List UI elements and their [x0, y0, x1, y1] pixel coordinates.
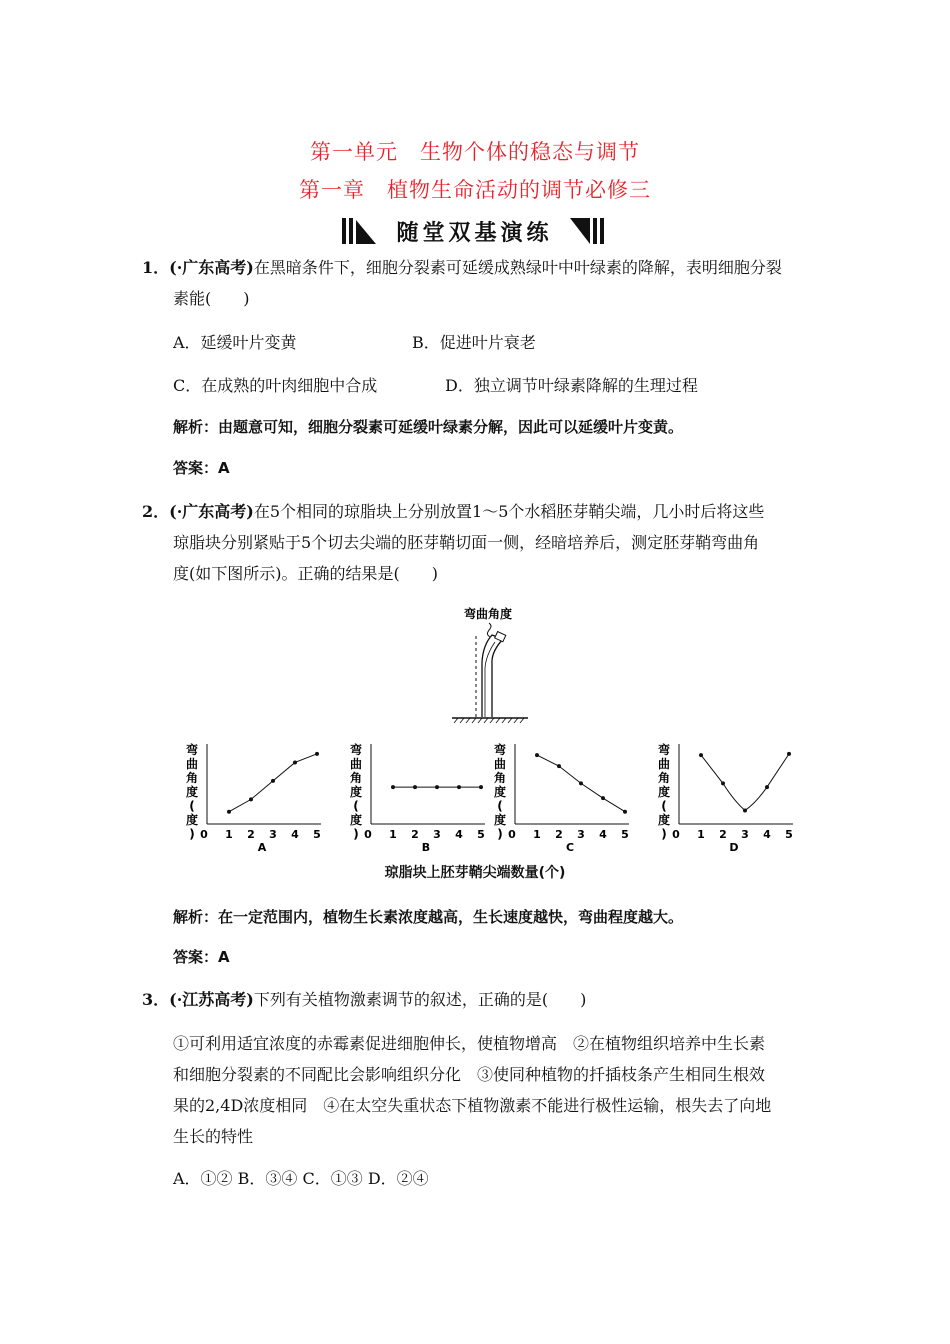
- y-axis-label-char: 曲: [185, 757, 199, 771]
- x-tick-label: 0: [672, 828, 680, 841]
- y-axis-label-char: 曲: [349, 757, 363, 771]
- q2-line3: 度(如下图所示)。正确的结果是( ): [173, 564, 438, 583]
- data-point: [721, 781, 725, 785]
- q2-text: 在5个相同的琼脂块上分别放置1～5个水稻胚芽鞘尖端，几小时后将这些: [253, 502, 765, 521]
- q3-number: 3．: [142, 990, 170, 1009]
- q3-source: (·江苏高考): [169, 990, 254, 1009]
- y-axis-label-char: 度: [185, 813, 199, 827]
- data-point: [623, 810, 627, 814]
- data-point: [435, 785, 439, 789]
- y-axis-label-char: 度: [657, 785, 671, 799]
- x-tick-label: 3: [269, 828, 277, 841]
- y-axis-label-char: 度: [349, 785, 363, 799]
- x-tick-label: 4: [455, 828, 463, 841]
- y-axis-label-char: 角: [493, 771, 507, 785]
- x-tick-label: 5: [621, 828, 629, 841]
- q3-options: A．①② B．③④ C．①③ D．②④: [173, 1169, 429, 1188]
- agar-block: [495, 632, 506, 642]
- answer-charts: [180, 736, 800, 856]
- x-tick-label: 3: [741, 828, 749, 841]
- q2-number: 2．: [142, 502, 170, 521]
- y-axis-label-char: 弯: [493, 743, 507, 757]
- y-axis-label-char: ): [189, 827, 195, 841]
- x-tick-label: 5: [477, 828, 485, 841]
- x-tick-label: 2: [247, 828, 255, 841]
- x-tick-label: 3: [577, 828, 585, 841]
- q1-number: 1．: [142, 258, 170, 277]
- q1-answer: 答案：A: [173, 459, 230, 477]
- section-banner: [338, 214, 608, 248]
- banner-title: 随堂双基演练: [396, 221, 553, 246]
- data-point: [699, 753, 703, 757]
- y-axis-label-char: 弯: [657, 743, 671, 757]
- angle-pointer: [487, 623, 491, 637]
- q1-line1: [142, 253, 822, 283]
- chart-c: [494, 742, 629, 854]
- data-point: [457, 785, 461, 789]
- y-axis-label-char: (: [189, 799, 195, 813]
- coleoptile-figure: [440, 600, 540, 728]
- chart-label: A: [257, 841, 267, 854]
- q2-line2: 琼脂块分别紧贴于5个切去尖端的胚芽鞘切面一侧，经暗培养后，测定胚芽鞘弯曲角: [173, 533, 760, 552]
- y-axis-label-char: 曲: [657, 757, 671, 771]
- q2-line1: [142, 497, 822, 527]
- chart-d: [658, 742, 793, 854]
- y-axis-label-char: 度: [493, 813, 507, 827]
- data-point: [479, 785, 483, 789]
- x-tick-label: 0: [200, 828, 208, 841]
- data-point: [579, 781, 583, 785]
- x-tick-label: 3: [433, 828, 441, 841]
- chart-a: [186, 742, 321, 854]
- chapter-title: 第一章 植物生命活动的调节必修三: [299, 178, 651, 202]
- data-point: [535, 753, 539, 757]
- x-tick-label: 5: [785, 828, 793, 841]
- q1-option-c: C．在成熟的叶肉细胞中合成: [173, 376, 378, 395]
- data-point: [391, 785, 395, 789]
- q3-statement-line2: 和细胞分裂素的不同配比会影响组织分化 ③使同种植物的扦插枝条产生相同生根效: [173, 1065, 766, 1084]
- x-tick-label: 4: [763, 828, 771, 841]
- q3-text: 下列有关植物激素调节的叙述，正确的是( ): [253, 990, 587, 1009]
- y-axis-label-char: 度: [493, 785, 507, 799]
- q2-source: (·广东高考): [169, 502, 254, 521]
- q3-line1: [142, 985, 822, 1015]
- x-tick-label: 1: [389, 828, 397, 841]
- x-tick-label: 2: [555, 828, 563, 841]
- x-tick-label: 1: [533, 828, 541, 841]
- y-axis-label-char: 角: [185, 771, 199, 785]
- q3-statement-line1: ①可利用适宜浓度的赤霉素促进细胞伸长，使植物增高 ②在植物组织培养中生长素: [173, 1034, 766, 1053]
- x-tick-label: 0: [364, 828, 372, 841]
- y-axis-label-char: 角: [657, 771, 671, 785]
- q1-source: (·广东高考): [169, 258, 254, 277]
- x-tick-label: 5: [313, 828, 321, 841]
- y-axis-label-char: 曲: [493, 757, 507, 771]
- y-axis-label-char: ): [497, 827, 503, 841]
- x-tick-label: 2: [719, 828, 727, 841]
- y-axis-label-char: (: [353, 799, 359, 813]
- data-point: [293, 760, 297, 764]
- q1-text: 在黑暗条件下，细胞分裂素可延缓成熟绿叶中叶绿素的降解，表明细胞分裂: [253, 258, 782, 277]
- q2-answer: 答案：A: [173, 948, 230, 966]
- data-point: [787, 752, 791, 756]
- x-tick-label: 1: [225, 828, 233, 841]
- q1-analysis: 解析：由题意可知，细胞分裂素可延缓叶绿素分解，因此可以延缓叶片变黄。: [173, 418, 684, 436]
- x-tick-label: 4: [291, 828, 299, 841]
- y-axis-label-char: ): [661, 827, 667, 841]
- y-axis-label-char: ): [353, 827, 359, 841]
- q1-option-b: B．促进叶片衰老: [412, 333, 536, 352]
- data-point: [249, 797, 253, 801]
- x-tick-label: 0: [508, 828, 516, 841]
- data-point: [315, 752, 319, 756]
- q1-option-a: A．延缓叶片变黄: [173, 333, 297, 352]
- y-axis-label-char: 度: [657, 813, 671, 827]
- chart-label: D: [729, 841, 739, 854]
- data-point: [413, 785, 417, 789]
- chart-label: C: [565, 841, 575, 854]
- y-axis-label-char: 弯: [185, 743, 199, 757]
- x-tick-label: 1: [697, 828, 705, 841]
- data-point: [601, 796, 605, 800]
- chart-label: B: [421, 841, 431, 854]
- q3-statement-line3: 果的2,4D浓度相同 ④在太空失重状态下植物激素不能进行极性运输，根失去了向地: [173, 1096, 772, 1115]
- data-point: [271, 779, 275, 783]
- q3-statement-line4: 生长的特性: [173, 1127, 254, 1146]
- data-point: [557, 764, 561, 768]
- y-axis-label-char: 度: [185, 785, 199, 799]
- q1-option-d: D．独立调节叶绿素降解的生理过程: [445, 376, 698, 395]
- y-axis-label-char: (: [497, 799, 503, 813]
- x-tick-label: 4: [599, 828, 607, 841]
- q2-analysis: 解析：在一定范围内，植物生长素浓度越高，生长速度越快，弯曲程度越大。: [173, 908, 684, 926]
- unit-title: 第一单元 生物个体的稳态与调节: [310, 140, 640, 164]
- y-axis-label-char: 角: [349, 771, 363, 785]
- y-axis-label-char: 度: [349, 813, 363, 827]
- y-axis-label-char: 弯: [349, 743, 363, 757]
- data-point: [743, 808, 747, 812]
- data-point: [227, 810, 231, 814]
- x-tick-label: 2: [411, 828, 419, 841]
- chart-b: [350, 742, 485, 854]
- y-axis-label-char: (: [661, 799, 667, 813]
- q1-line2: 素能( ): [173, 289, 250, 308]
- series-line: [701, 754, 789, 811]
- data-point: [765, 785, 769, 789]
- figure-label: 弯曲角度: [463, 607, 513, 621]
- x-axis-caption: 琼脂块上胚芽鞘尖端数量(个): [384, 865, 566, 881]
